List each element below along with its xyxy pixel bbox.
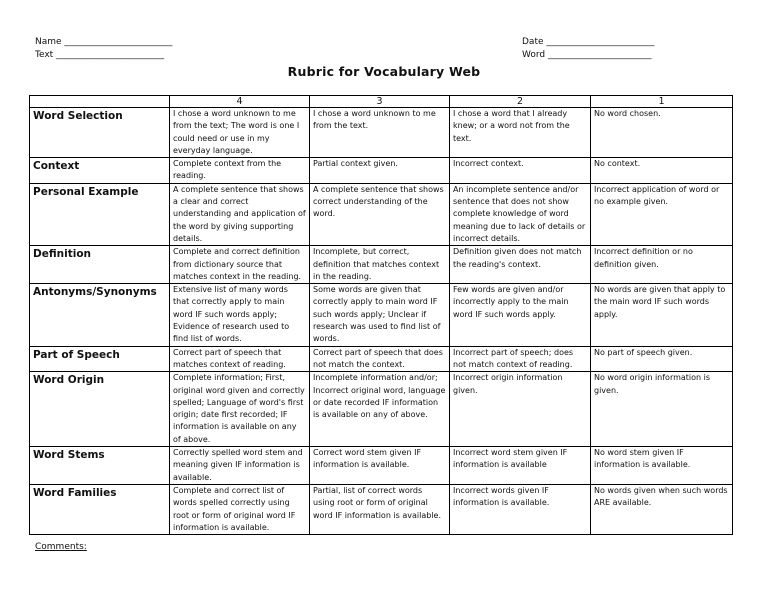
row-category: Word Origin bbox=[30, 372, 170, 447]
rubric-cell: Correct part of speech that matches context of reading. bbox=[170, 346, 310, 372]
column-header: 3 bbox=[310, 96, 450, 108]
row-category: Word Selection bbox=[30, 108, 170, 158]
rubric-cell: Some words are given that correctly apply to main word IF such words apply; Unclear if research was used to find list of words. bbox=[310, 284, 450, 346]
comments-text: Comments bbox=[35, 542, 84, 552]
name-field-label: Name ________________________ bbox=[35, 37, 173, 47]
column-header: 4 bbox=[170, 96, 310, 108]
table-row bbox=[30, 183, 733, 245]
rubric-cell: No word chosen. bbox=[591, 108, 733, 158]
row-category: Part of Speech bbox=[30, 346, 170, 372]
rubric-cell: No words are given that apply to the main word IF such words apply. bbox=[591, 284, 733, 346]
rubric-cell: Definition given does not match the reading's context. bbox=[450, 246, 591, 284]
row-category: Antonyms/Synonyms bbox=[30, 284, 170, 346]
rubric-cell: A complete sentence that shows a clear and correct understanding and application of the word by giving supporting details. bbox=[170, 183, 310, 245]
rubric-cell: Incorrect words given IF information is available. bbox=[450, 484, 591, 534]
rubric-cell: Incorrect definition or no definition given. bbox=[591, 246, 733, 284]
rubric-cell: Correct part of speech that does not match the context. bbox=[310, 346, 450, 372]
table-header-row bbox=[30, 96, 733, 108]
rubric-cell: I chose a word unknown to me from the text; The word is one I could need or use in my everyday language. bbox=[170, 108, 310, 158]
row-category: Word Families bbox=[30, 484, 170, 534]
rubric-cell: A complete sentence that shows correct understanding of the word. bbox=[310, 183, 450, 245]
header-left bbox=[35, 36, 172, 62]
word-field-label: Word _______________________ bbox=[522, 50, 652, 60]
row-category: Context bbox=[30, 158, 170, 184]
row-category: Definition bbox=[30, 246, 170, 284]
rubric-cell: Partial context given. bbox=[310, 158, 450, 184]
column-header bbox=[30, 96, 170, 108]
rubric-cell: Few words are given and/or incorrectly apply to the main word IF such words apply. bbox=[450, 284, 591, 346]
rubric-cell: Complete context from the reading. bbox=[170, 158, 310, 184]
rubric-table bbox=[29, 95, 733, 535]
rubric-cell: I chose a word unknown to me from the text. bbox=[310, 108, 450, 158]
rubric-cell: No word stem given IF information is available. bbox=[591, 447, 733, 485]
table-row bbox=[30, 484, 733, 534]
table-row bbox=[30, 246, 733, 284]
comments-label bbox=[35, 542, 87, 552]
text-field-label: Text ________________________ bbox=[35, 50, 165, 60]
page-title: Rubric for Vocabulary Web bbox=[287, 64, 481, 79]
table-row bbox=[30, 346, 733, 372]
table-row bbox=[30, 284, 733, 346]
rubric-cell: No part of speech given. bbox=[591, 346, 733, 372]
table-row bbox=[30, 158, 733, 184]
rubric-cell: Correct word stem given IF information is available. bbox=[310, 447, 450, 485]
rubric-cell: Complete and correct definition from dictionary source that matches context in the reading. bbox=[170, 246, 310, 284]
rubric-cell: Incorrect part of speech; does not match context of reading. bbox=[450, 346, 591, 372]
rubric-cell: Incomplete information and/or; Incorrect original word, language or date recorded IF information is available on any of above. bbox=[310, 372, 450, 447]
comments-colon: : bbox=[83, 542, 87, 552]
column-header: 2 bbox=[450, 96, 591, 108]
table-row bbox=[30, 447, 733, 485]
rubric-cell: Complete information; First, original word given and correctly spelled; Language of word's first origin; date first recorded; IF information is available on any of above. bbox=[170, 372, 310, 447]
rubric-cell: No context. bbox=[591, 158, 733, 184]
rubric-cell: Incorrect context. bbox=[450, 158, 591, 184]
rubric-cell: An incomplete sentence and/or sentence that does not show complete knowledge of word meaning due to lack of details or incorrect details. bbox=[450, 183, 591, 245]
rubric-cell: No words given when such words ARE available. bbox=[591, 484, 733, 534]
table-row bbox=[30, 372, 733, 447]
rubric-cell: I chose a word that I already knew; or a word not from the text. bbox=[450, 108, 591, 158]
rubric-cell: Incomplete, but correct, definition that matches context in the reading. bbox=[310, 246, 450, 284]
rubric-cell: Incorrect application of word or no example given. bbox=[591, 183, 733, 245]
table-row bbox=[30, 108, 733, 158]
rubric-cell: Correctly spelled word stem and meaning given IF information is available. bbox=[170, 447, 310, 485]
header-right bbox=[522, 36, 654, 62]
column-header: 1 bbox=[591, 96, 733, 108]
rubric-cell: Complete and correct list of words spelled correctly using root or form of original word IF information is available. bbox=[170, 484, 310, 534]
rubric-cell: Incorrect origin information given. bbox=[450, 372, 591, 447]
row-category: Personal Example bbox=[30, 183, 170, 245]
date-field-label: Date ________________________ bbox=[522, 37, 655, 47]
row-category: Word Stems bbox=[30, 447, 170, 485]
rubric-cell: Partial, list of correct words using root or form of original word IF information is available. bbox=[310, 484, 450, 534]
rubric-cell: Incorrect word stem given IF information is available bbox=[450, 447, 591, 485]
rubric-cell: Extensive list of many words that correctly apply to main word IF such words apply; Evidence of research used to find list of words. bbox=[170, 284, 310, 346]
rubric-cell: No word origin information is given. bbox=[591, 372, 733, 447]
